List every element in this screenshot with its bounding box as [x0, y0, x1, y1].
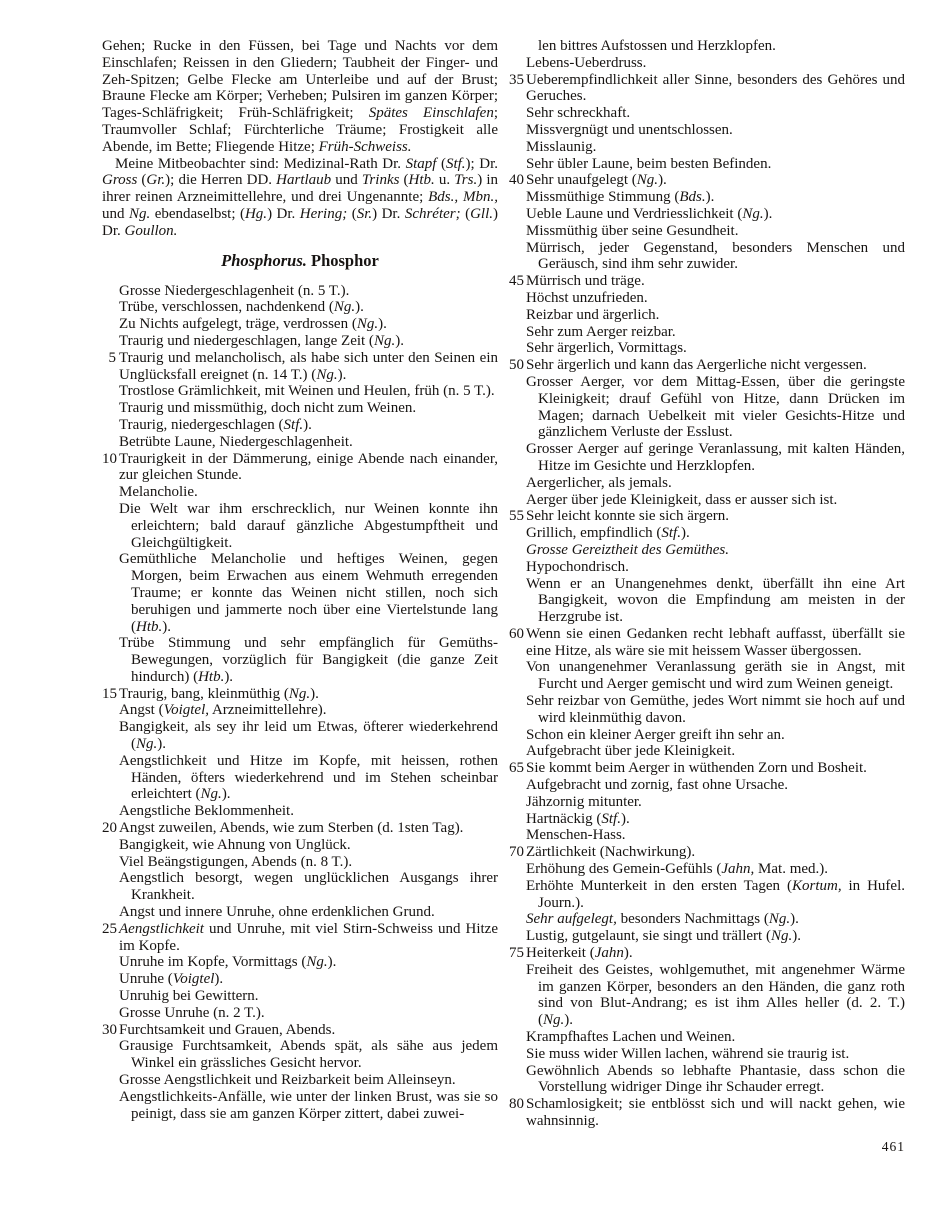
- text-run: ).: [337, 366, 347, 383]
- introduction-section: [102, 38, 498, 240]
- text-run: Erhöhung des Gemein-Gefühls (: [526, 861, 722, 878]
- symptom-item: [509, 878, 905, 912]
- italic-text-run: Gross: [102, 172, 138, 189]
- symptom-item: [509, 357, 905, 374]
- text-run: Mat. med.).: [754, 861, 829, 878]
- item-number: 55: [509, 508, 524, 525]
- text-run: Angst zuweilen, Abends, wie zum Sterben (d. 1sten Tag).: [119, 820, 464, 837]
- italic-text-run: Htb.: [136, 618, 163, 635]
- text-run: Höchst unzufrieden.: [526, 289, 648, 306]
- italic-text-run: Ng.: [636, 172, 659, 189]
- symptom-item: [102, 484, 498, 501]
- text-run: Aergerlicher, als jemals.: [526, 474, 672, 491]
- text-run: Sehr ärgerlich, Vormittags.: [526, 340, 687, 357]
- text-run: und: [102, 205, 129, 222]
- text-run: Ueble Laune und Verdriesslichkeit (: [526, 205, 743, 222]
- text-run: Trübe Stimmung und sehr empfänglich für Gemüths-Bewegungen, vorzüglich für Bangigkeit (die ganze Zeit hindurch) (: [119, 635, 498, 685]
- item-number: 25: [102, 920, 117, 937]
- remedy-name-latin: Phosphorus.: [221, 250, 307, 270]
- symptom-item: [509, 508, 905, 525]
- symptom-item: [509, 844, 905, 861]
- symptom-item: [509, 156, 905, 173]
- symptom-item: [509, 811, 905, 828]
- text-run: Traurig, niedergeschlagen (: [119, 416, 284, 433]
- text-run: ).: [763, 205, 773, 222]
- symptom-item: [102, 854, 498, 871]
- symptom-item: [509, 1096, 905, 1130]
- item-number: 30: [102, 1021, 117, 1038]
- symptom-item: [509, 475, 905, 492]
- text-run: Sehr unaufgelegt (: [526, 172, 637, 189]
- item-number: 65: [509, 760, 524, 777]
- italic-text-run: Trinks: [361, 172, 400, 189]
- text-run: ).: [378, 316, 387, 333]
- item-number: 80: [509, 1096, 524, 1113]
- text-run: Jähzornig mitunter.: [526, 793, 642, 810]
- item-number: 35: [509, 71, 524, 88]
- intro-paragraph-observers: [102, 156, 498, 240]
- symptom-item: [102, 904, 498, 921]
- text-run: ; Traumvoller Schlaf; Fürchterliche Träume; Frostigkeit alle Abende, im Bette; Fliegende Hitze;: [102, 105, 498, 155]
- item-number: 20: [102, 820, 117, 837]
- text-run: ) Dr.: [102, 205, 499, 239]
- symptom-item: [509, 55, 905, 72]
- symptom-item: [102, 971, 498, 988]
- italic-text-run: Ng.: [356, 316, 379, 333]
- text-run: ).: [623, 945, 633, 962]
- symptom-item: [509, 1063, 905, 1097]
- text-run: Aerger über jede Kleinigkeit, dass er ausser sich ist.: [526, 491, 838, 508]
- italic-text-run: Stf.: [601, 810, 621, 827]
- text-run: Schamlosigkeit; sie entblösst sich und will nackt gehen, wie wahnsinnig.: [526, 1096, 905, 1129]
- text-run: Sie kommt beim Aerger in wüthenden Zorn und Bosheit.: [526, 760, 867, 777]
- italic-text-run: Ng.: [306, 954, 328, 971]
- italic-text-run: Jahn: [594, 945, 624, 962]
- text-run: Melancholie.: [119, 484, 198, 501]
- text-run: Wenn sie einen Gedanken recht lebhaft auffasst, überfällt sie eine Hitze, als wäre sie mit heissem Wasser übergossen.: [526, 625, 905, 659]
- item-number: 15: [102, 685, 117, 702]
- italic-text-run: Hering;: [299, 205, 348, 222]
- italic-text-run: Jahn,: [721, 861, 755, 878]
- text-run: ).: [162, 618, 171, 635]
- italic-text-run: Hg.: [244, 205, 268, 222]
- page-number: 461: [881, 1138, 905, 1154]
- symptom-item: [102, 383, 498, 400]
- text-run: Gemüthliche Melancholie und heftiges Weinen, gegen Morgen, beim Erwachen aus einem Wehmuth erregenden Traume; er konnte das Weinen nicht stillen, noch sich beruhigen und jammerte noch über eine Viertelstunde lang (: [119, 551, 498, 635]
- italic-text-run: Ng.: [128, 205, 151, 222]
- symptom-item: [102, 837, 498, 854]
- text-run: Aengstlichkeits-Anfälle, wie unter der linken Brust, was sie so peinigt, dass sie am ganzen Körper zittert, dabei zuwei-: [119, 1088, 498, 1122]
- text-run: Grosse Niedergeschlagenheit (n. 5 T.).: [119, 282, 350, 299]
- symptom-item: [102, 501, 498, 551]
- symptom-item: [509, 1029, 905, 1046]
- symptom-item: [102, 803, 498, 820]
- italic-text-run: Kortum,: [791, 877, 842, 894]
- italic-text-run: Ng.: [373, 332, 396, 349]
- italic-text-run: Schréter;: [404, 205, 461, 222]
- symptom-item: [509, 240, 905, 274]
- text-run: Unruhig bei Gewittern.: [119, 988, 259, 1005]
- text-run: Zu Nichts aufgelegt, träge, verdrossen (: [119, 316, 357, 333]
- text-run: ).: [303, 416, 312, 433]
- symptom-item: [102, 686, 498, 703]
- symptom-item: [509, 911, 905, 928]
- symptom-item: [509, 525, 905, 542]
- symptom-item: [509, 659, 905, 693]
- symptom-item: [102, 921, 498, 955]
- text-run: Angst (: [119, 702, 164, 719]
- text-run: ).: [792, 928, 801, 945]
- left-column-items: [102, 283, 498, 1123]
- text-run: Freiheit des Geistes, wohlgemuthet, mit angenehmer Wärme im ganzen Körper, besonders an den Händen, die ganz roth sind von Blut-Andrang; es ist ihm Alles heller (d. 2. T.) (: [526, 961, 905, 1029]
- text-run: und: [331, 172, 362, 189]
- text-run: ).: [214, 971, 224, 988]
- text-run: ); Dr.: [465, 155, 498, 172]
- symptom-item: [509, 307, 905, 324]
- text-run: Zärtlichkeit (Nachwirkung).: [526, 844, 696, 861]
- symptom-item: [102, 870, 498, 904]
- item-number: 45: [509, 273, 524, 290]
- text-run: ) Dr.: [372, 205, 405, 222]
- italic-text-run: Voigtel,: [163, 702, 210, 719]
- text-run: Schon ein kleiner Aerger greift ihn sehr an.: [526, 726, 785, 743]
- symptom-item: [509, 760, 905, 777]
- text-run: Die Welt war ihm erschrecklich, nur Weinen konnte ihn erleichtern; bald darauf gänzliche Abgestumpftheit und Gleichgültigkeit.: [119, 500, 498, 551]
- italic-text-run: Aengstlichkeit: [119, 920, 204, 937]
- text-run: ).: [680, 525, 690, 542]
- text-run: Angst und innere Unruhe, ohne erdenklichen Grund.: [119, 904, 435, 921]
- left-column: [102, 38, 498, 1155]
- text-run: Grausige Furchtsamkeit, Abends spät, als sähe aus jedem Winkel ein grässliches Gesicht hervor.: [119, 1038, 498, 1072]
- text-run: Heiterkeit (: [526, 945, 595, 962]
- symptom-item: [509, 324, 905, 341]
- italic-text-run: Ng.: [543, 1012, 565, 1029]
- text-run: (: [137, 172, 147, 189]
- text-run: in Hufel. Journ.).: [538, 877, 905, 911]
- text-run: Grosse Aengstlichkeit und Reizbarkeit beim Alleinseyn.: [119, 1072, 456, 1089]
- italic-text-run: Bds.: [679, 189, 706, 206]
- item-number: 60: [509, 625, 524, 642]
- text-run: Von unangenehmer Veranlassung geräth sie in Angst, mit Furcht und Aerger gemischt und wird zum Weinen geneigt.: [526, 659, 905, 693]
- symptom-item: [509, 290, 905, 307]
- symptom-item: [509, 794, 905, 811]
- italic-text-run: Gr.: [146, 172, 166, 189]
- italic-text-run: Ng.: [770, 928, 793, 945]
- remedy-name-german: Phosphor: [311, 250, 379, 270]
- symptom-item: [102, 551, 498, 635]
- text-run: Meine Mitbeobachter sind: Medizinal-Rath Dr.: [115, 155, 406, 172]
- text-run: Trübe, verschlossen, nachdenkend (: [119, 299, 334, 316]
- symptom-item: [102, 820, 498, 837]
- text-run: ebendaselbst; (: [150, 205, 245, 222]
- italic-text-run: Voigtel: [172, 971, 215, 988]
- text-run: Krampfhaftes Lachen und Weinen.: [526, 1029, 736, 1046]
- text-run: ) in ihrer reinen Arzneimittellehre, und drei Ungenannte;: [102, 172, 499, 206]
- symptom-item: [509, 693, 905, 727]
- text-run: ).: [620, 810, 630, 827]
- italic-text-run: Htb.: [408, 172, 435, 189]
- symptom-item: [102, 1038, 498, 1072]
- symptom-item: [509, 38, 905, 55]
- italic-text-run: Ng.: [200, 786, 222, 803]
- text-run: Hypochondrisch.: [526, 558, 629, 575]
- text-run: Aufgebracht und zornig, fast ohne Ursache.: [526, 777, 788, 794]
- italic-text-run: Stapf: [405, 155, 437, 172]
- intro-paragraph-symptom-summary: [102, 38, 498, 156]
- text-run: Grosse Unruhe (n. 2 T.).: [119, 1004, 265, 1021]
- italic-text-run: Ng.: [288, 685, 311, 702]
- symptom-item: [102, 988, 498, 1005]
- text-run: Lebens-Ueberdruss.: [526, 54, 647, 71]
- text-run: (: [460, 205, 471, 222]
- italic-text-run: Bds., Mbn.,: [428, 189, 498, 206]
- symptom-item: [509, 727, 905, 744]
- text-run: ).: [157, 736, 167, 753]
- text-run: len bittres Aufstossen und Herzklopfen.: [538, 38, 776, 54]
- symptom-item: [509, 122, 905, 139]
- italic-text-run: Ng.: [333, 299, 356, 316]
- text-run: Missmüthig über seine Gesundheit.: [526, 222, 739, 239]
- text-run: ).: [355, 299, 364, 316]
- italic-text-run: Ng.: [316, 366, 338, 383]
- text-run: Reizbar und ärgerlich.: [526, 306, 660, 323]
- symptom-item: [509, 492, 905, 509]
- symptom-item: [102, 417, 498, 434]
- italic-text-run: Stf.: [445, 155, 466, 172]
- symptom-item: [509, 441, 905, 475]
- text-run: ).: [395, 332, 404, 349]
- text-run: u.: [434, 172, 455, 189]
- symptom-item: [102, 350, 498, 384]
- text-run: Aengstlichkeit und Hitze im Kopfe, mit heissen, rothen Händen, öfters wiederkehrend und im Stehen scheinbar erleichtert (: [119, 752, 498, 803]
- symptom-item: [102, 316, 498, 333]
- text-run: ); die Herren DD.: [165, 172, 277, 189]
- symptom-item: [509, 928, 905, 945]
- symptom-item: [509, 189, 905, 206]
- symptom-item: [509, 273, 905, 290]
- text-run: ).: [224, 668, 234, 685]
- symptom-item: [509, 1046, 905, 1063]
- text-run: Sehr ärgerlich und kann das Aergerliche nicht vergessen.: [526, 357, 867, 374]
- italic-text-run: Ng.: [768, 911, 791, 928]
- text-run: Missmüthige Stimmung (: [526, 189, 680, 206]
- text-run: Bangigkeit, wie Ahnung von Unglück.: [119, 836, 351, 853]
- text-run: (: [347, 205, 357, 222]
- text-run: Erhöhte Munterkeit in den ersten Tagen (: [526, 877, 792, 894]
- text-run: Misslaunig.: [526, 138, 597, 155]
- text-run: Traurig, bang, kleinmüthig (: [119, 685, 289, 702]
- symptom-item: [509, 962, 905, 1029]
- text-run: Sehr übler Laune, beim besten Befinden.: [526, 155, 772, 172]
- right-column: [509, 38, 905, 1155]
- text-run: ).: [310, 685, 319, 702]
- symptom-item: [509, 861, 905, 878]
- text-run: Traurig und niedergeschlagen, lange Zeit (: [119, 332, 374, 349]
- text-run: ).: [790, 911, 799, 928]
- symptom-item: [509, 945, 905, 962]
- text-run: ).: [658, 172, 667, 189]
- item-number: 40: [509, 172, 524, 189]
- text-run: Traurig und melancholisch, als habe sich unter den Seinen ein Unglücksfall ereignet (n. 14 T.) (: [119, 349, 498, 383]
- symptom-item: [509, 172, 905, 189]
- text-run: Wenn er an Unangenehmes denkt, überfällt ihn eine Art Bangigkeit, wovon die Empfindung am meisten in der Herzgrube ist.: [526, 575, 905, 626]
- text-run: (: [436, 155, 446, 172]
- text-run: Sie muss wider Willen lachen, während sie traurig ist.: [526, 1045, 850, 1062]
- italic-text-run: Hartlaub: [276, 172, 332, 189]
- text-run: ).: [327, 954, 337, 971]
- symptom-item: [102, 954, 498, 971]
- item-number: 70: [509, 844, 524, 861]
- italic-text-run: Ng.: [136, 736, 158, 753]
- symptom-item: [102, 1005, 498, 1022]
- item-number: 10: [102, 450, 117, 467]
- text-run: ).: [221, 786, 231, 803]
- symptom-item: [509, 559, 905, 576]
- text-run: ).: [705, 189, 715, 206]
- italic-text-run: Ng.: [742, 205, 764, 222]
- symptom-item: [509, 827, 905, 844]
- symptom-item: [102, 283, 498, 300]
- text-run: ).: [564, 1012, 574, 1029]
- text-run: Menschen-Hass.: [526, 827, 626, 844]
- symptom-item: [509, 777, 905, 794]
- symptom-item: [509, 576, 905, 626]
- symptom-item: [102, 434, 498, 451]
- text-run: Mürrisch und träge.: [526, 273, 645, 290]
- italic-text-run: Sehr aufgelegt,: [526, 911, 617, 928]
- item-number: 50: [509, 357, 524, 374]
- symptom-item: [509, 223, 905, 240]
- text-run: Unruhe im Kopfe, Vormittags (: [119, 954, 307, 971]
- italic-text-run: Htb.: [198, 668, 225, 685]
- italic-text-run: Spätes Einschlafen: [368, 105, 494, 122]
- text-run: Grillich, empfindlich (: [526, 525, 662, 542]
- text-run: Lustig, gutgelaunt, sie singt und trällert (: [526, 928, 771, 945]
- text-run: Unruhe (: [119, 971, 173, 988]
- text-run: Sehr leicht konnte sie sich ärgern.: [526, 508, 729, 525]
- two-column-text-block: [102, 38, 905, 1155]
- italic-text-run: Grosse Gereiztheit des Gemüthes.: [526, 541, 730, 558]
- text-run: Gewöhnlich Abends so lebhafte Phantasie, dass schon die Vorstellung widriger Dinge ihr Schauder erregt.: [526, 1062, 905, 1096]
- text-run: Sehr schreckhaft.: [526, 105, 631, 122]
- symptom-item: [102, 1072, 498, 1089]
- text-run: Traurig und missmüthig, doch nicht zum Weinen.: [119, 400, 417, 417]
- italic-text-run: Früh-Schweiss.: [318, 138, 412, 155]
- text-run: Viel Beängstigungen, Abends (n. 8 T.).: [119, 853, 353, 870]
- italic-text-run: Gll.: [470, 205, 494, 222]
- symptom-item: [509, 105, 905, 122]
- text-run: Aufgebracht über jede Kleinigkeit.: [526, 743, 736, 760]
- text-run: Trostlose Grämlichkeit, mit Weinen und Heulen, früh (n. 5 T.).: [119, 383, 495, 400]
- text-run: besonders Nachmittags (: [616, 911, 769, 928]
- text-run: Grosser Aerger, vor dem Mittag-Essen, über die geringste Kleinigkeit; drauf Gefühl von Hitze, dann Drücken im Magen; darnach Uebelkeit mit vieler Gesichts-Hitze und gänzlichem Verluste der Esslust.: [526, 373, 905, 441]
- text-run: ) Dr.: [267, 205, 300, 222]
- text-run: Aengstliche Beklommenheit.: [119, 803, 294, 820]
- italic-text-run: Sr.: [356, 205, 373, 222]
- item-number: 75: [509, 945, 524, 962]
- symptom-item: [102, 299, 498, 316]
- symptom-item: [102, 753, 498, 803]
- symptom-item: [509, 340, 905, 357]
- text-run: und Unruhe, mit viel Stirn-Schweiss und Hitze im Kopfe.: [119, 920, 498, 954]
- symptom-item: [509, 72, 905, 106]
- section-title: [102, 252, 498, 270]
- text-run: Bangigkeit, als sey ihr leid um Etwas, öfterer wiederkehrend (: [119, 719, 498, 753]
- symptom-item: [102, 635, 498, 685]
- text-run: Aengstlich besorgt, wegen unglücklichen Ausgangs ihrer Krankheit.: [119, 870, 498, 904]
- symptom-item: [509, 139, 905, 156]
- symptom-item: [102, 400, 498, 417]
- symptom-item: [102, 1022, 498, 1039]
- italic-text-run: Stf.: [283, 416, 304, 433]
- text-run: (: [399, 172, 409, 189]
- symptom-item: [509, 206, 905, 223]
- text-run: Traurigkeit in der Dämmerung, einige Abende nach einander, zur gleichen Stunde.: [119, 450, 498, 484]
- symptom-item: [509, 374, 905, 441]
- symptom-item: [102, 333, 498, 350]
- right-column-items: [509, 38, 905, 1130]
- symptom-item: [102, 451, 498, 485]
- text-run: Arzneimittellehre).: [209, 702, 327, 719]
- symptom-item: [509, 743, 905, 760]
- symptom-item: [509, 542, 905, 559]
- item-number: 5: [108, 349, 116, 366]
- symptom-item: [102, 702, 498, 719]
- symptom-item: [102, 719, 498, 753]
- text-run: Hartnäckig (: [526, 810, 602, 827]
- italic-text-run: Trs.: [454, 172, 478, 189]
- text-run: Furchtsamkeit und Grauen, Abends.: [119, 1021, 336, 1038]
- text-run: Ueberempfindlichkeit aller Sinne, besonders des Gehöres und Geruches.: [526, 71, 905, 105]
- text-run: Missvergnügt und unentschlossen.: [526, 121, 733, 138]
- italic-text-run: Stf.: [661, 525, 681, 542]
- text-run: Sehr reizbar von Gemüthe, jedes Wort nimmt sie hoch auf und wird kleinmüthig davon.: [526, 693, 905, 726]
- text-run: Sehr zum Aerger reizbar.: [526, 323, 676, 340]
- text-run: Grosser Aerger auf geringe Veranlassung, mit kalten Händen, Hitze im Gesichte und Herzklopfen.: [526, 441, 905, 474]
- text-run: Betrübte Laune, Niedergeschlagenheit.: [119, 433, 353, 450]
- text-run: Mürrisch, jeder Gegenstand, besonders Menschen und Geräusch, sind ihm sehr zuwider.: [526, 239, 905, 273]
- symptom-item: [102, 1089, 498, 1123]
- symptom-item: [509, 626, 905, 660]
- text-run: Gehen; Rucke in den Füssen, bei Tage und Nachts vor dem Einschlafen; Reissen in den Gliedern; Taubheit der Finger- und Zeh-Spitzen; Gelbe Flecke am Unterleibe und auf der Brust; Braune Flecke am Körper; Verheben; Pulsiren im ganzen Körper; Tages-Schläfrigkeit; Früh-Schläfrigkeit;: [102, 38, 498, 122]
- italic-text-run: Goullon.: [124, 222, 178, 239]
